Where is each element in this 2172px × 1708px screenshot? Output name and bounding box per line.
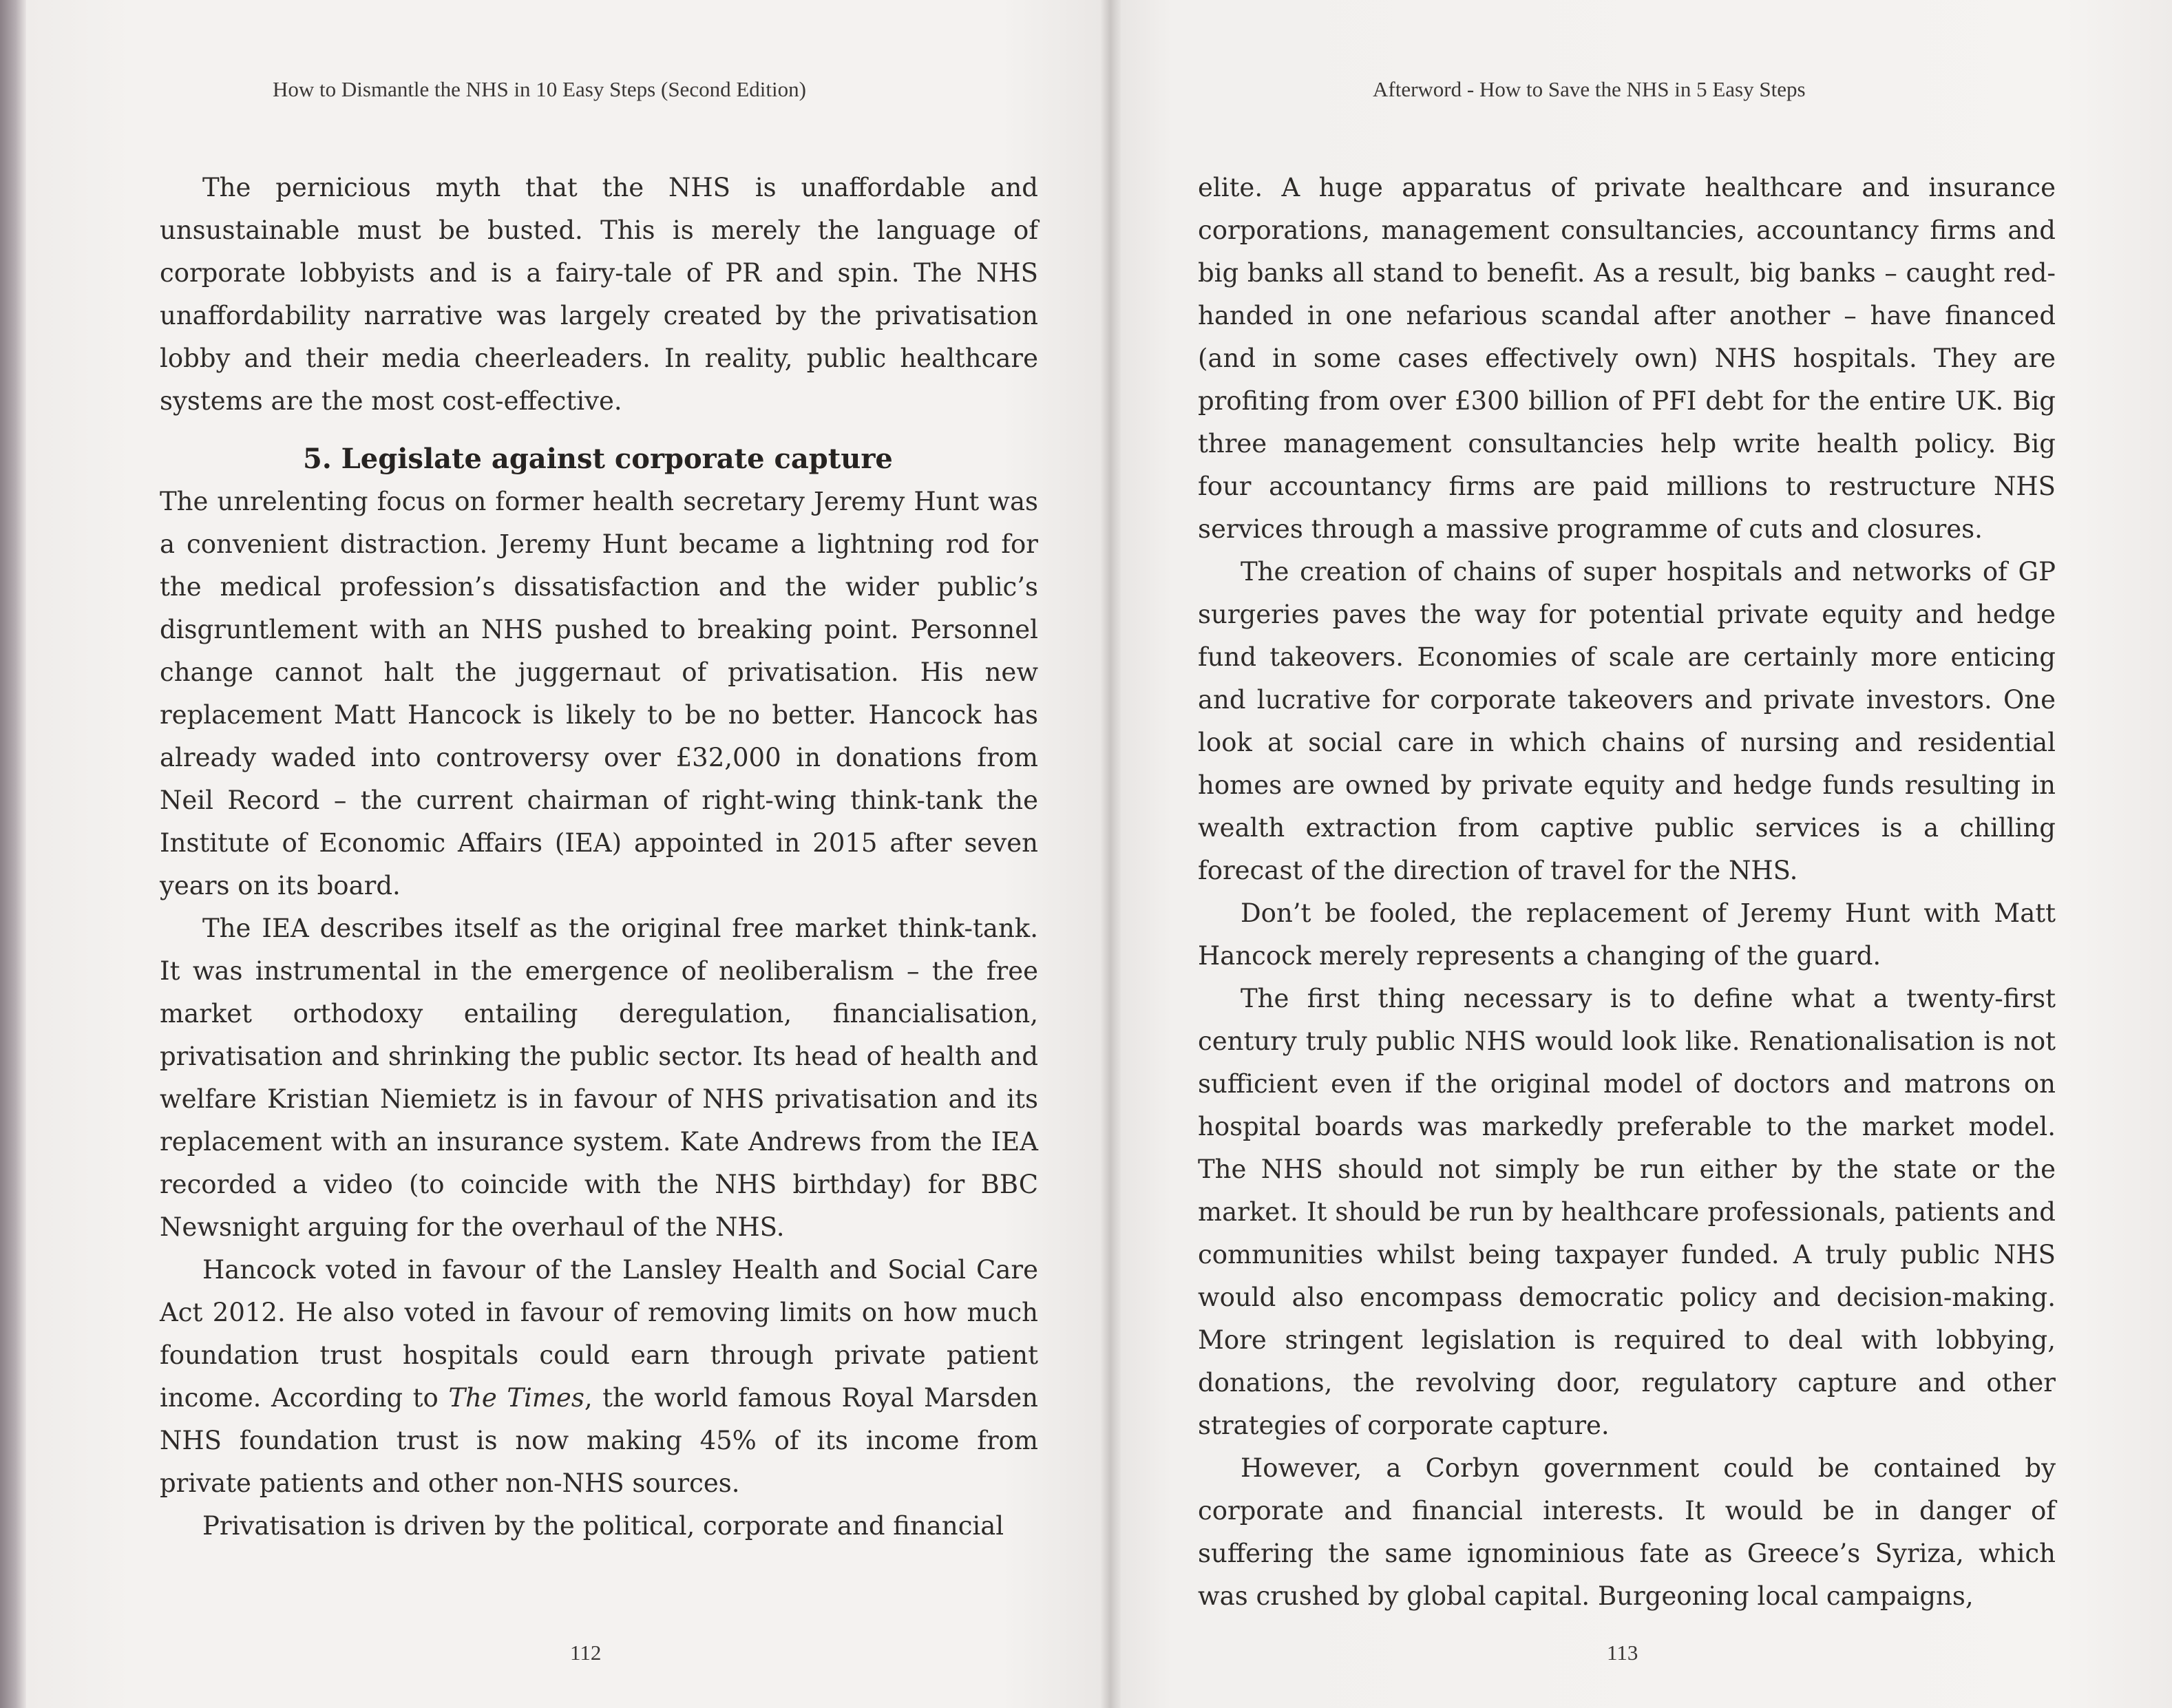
right-paragraph-5: However, a Corbyn government could be contained by corporate and financial interests. It would be in danger of suffering the same ignominious fate as Greece’s Syriza, which was crushed by global capital. Burgeoning local campaigns, bbox=[1198, 1453, 2056, 1611]
publication-title: The Times bbox=[448, 1383, 584, 1413]
left-paragraph-4 bbox=[160, 1249, 1038, 1505]
book-gutter bbox=[1100, 0, 1121, 1708]
left-paragraph-4-end: , the world famous Royal Marsden NHS foundation trust is now making 45% of its income from private patients and other non-NHS sources. bbox=[160, 1383, 1038, 1498]
left-paragraph-4-start: Hancock voted in favour of the Lansley Health and Social Care Act 2012. He also voted in favour of removing limits on how much foundation trust hospitals could earn through private patient income. According to bbox=[160, 1255, 1038, 1413]
right-running-head: Afterword - How to Save the NHS in 5 Easy Steps bbox=[1373, 77, 1806, 101]
right-body-text bbox=[1198, 167, 2056, 1618]
left-body-text bbox=[160, 167, 1038, 1548]
right-paragraph-2: The creation of chains of super hospitals and networks of GP surgeries paves the way for potential private equity and hedge fund takeovers. Economies of scale are certainly more enticing and lucrative for corporate takeovers and private investors. One look at social care in which chains of nursing and residential homes are owned by private equity and hedge funds resulting in wealth extraction from captive public services is a chilling forecast of the direction of travel for the NHS. bbox=[1198, 557, 2056, 885]
section-heading: 5. Legislate against corporate capture bbox=[303, 443, 893, 475]
left-paragraph-3: The IEA describes itself as the original free market think-tank. It was instrumental in the emergence of neoliberalism – the free market orthodoxy entailing deregulation, financialisation, privatisation and shrinking the public sector. Its head of health and welfare Kristian Niemietz is in favour of NHS privatisation and its replacement with an insurance system. Kate Andrews from the IEA recorded a video (to coincide with the NHS birthday) for BBC Newsnight arguing for the overhaul of the NHS. bbox=[160, 914, 1038, 1242]
right-paragraph-1: elite. A huge apparatus of private healthcare and insurance corporations, management consultancies, accountancy firms and big banks all stand to benefit. As a result, big banks – caught red-handed in one nefarious scandal after another – have financed (and in some cases effectively own) NHS hospitals. They are profiting from over £300 billion of PFI debt for the entire UK. Big three management consultancies help write health policy. Big four accountancy firms are paid millions to restructure NHS services through a massive programme of cuts and closures. bbox=[1198, 173, 2056, 544]
right-paragraph-3: Don’t be fooled, the replacement of Jeremy Hunt with Matt Hancock merely represents a changing of the guard. bbox=[1198, 898, 2056, 971]
left-page-number: 112 bbox=[570, 1641, 602, 1665]
right-page bbox=[1108, 0, 2172, 1708]
book-edge bbox=[0, 0, 26, 1708]
right-paragraph-4: The first thing necessary is to define what a twenty-first century truly public NHS would look like. Renationalisation is not sufficient even if the original model of doctors and matrons on hospital boards was markedly preferable to the market model. The NHS should not simply be run either by the state or the market. It should be run by healthcare professionals, patients and communities whilst being taxpayer funded. A truly public NHS would also encompass democratic policy and decision-making. More stringent legislation is required to deal with lobbying, donations, the revolving door, regulatory capture and other strategies of corporate capture. bbox=[1198, 984, 2056, 1440]
left-running-head: How to Dismantle the NHS in 10 Easy Steps (Second Edition) bbox=[273, 77, 806, 101]
left-paragraph-5: Privatisation is driven by the political, corporate and financial bbox=[202, 1511, 1004, 1541]
left-paragraph-2: The unrelenting focus on former health secretary Jeremy Hunt was a convenient distraction. Jeremy Hunt became a lightning rod for the medical profession’s dissatisfaction and the wider public’s disgruntlement with an NHS pushed to breaking point. Personnel change cannot halt the juggernaut of privatisation. His new replacement Matt Hancock is likely to be no better. Hancock has already waded into controversy over £32,000 in donations from Neil Record – the current chairman of right-wing think-tank the Institute of Economic Affairs (IEA) appointed in 2015 after seven years on its board. bbox=[160, 487, 1038, 900]
right-page-number: 113 bbox=[1607, 1641, 1638, 1665]
left-paragraph-1: The pernicious myth that the NHS is unaffordable and unsustainable must be busted. This is merely the language of corporate lobbyists and is a fairy-tale of PR and spin. The NHS unaffordability narrative was largely created by the privatisation lobby and their media cheerleaders. In reality, public healthcare systems are the most cost-effective. bbox=[160, 173, 1038, 416]
left-page bbox=[26, 0, 1108, 1708]
